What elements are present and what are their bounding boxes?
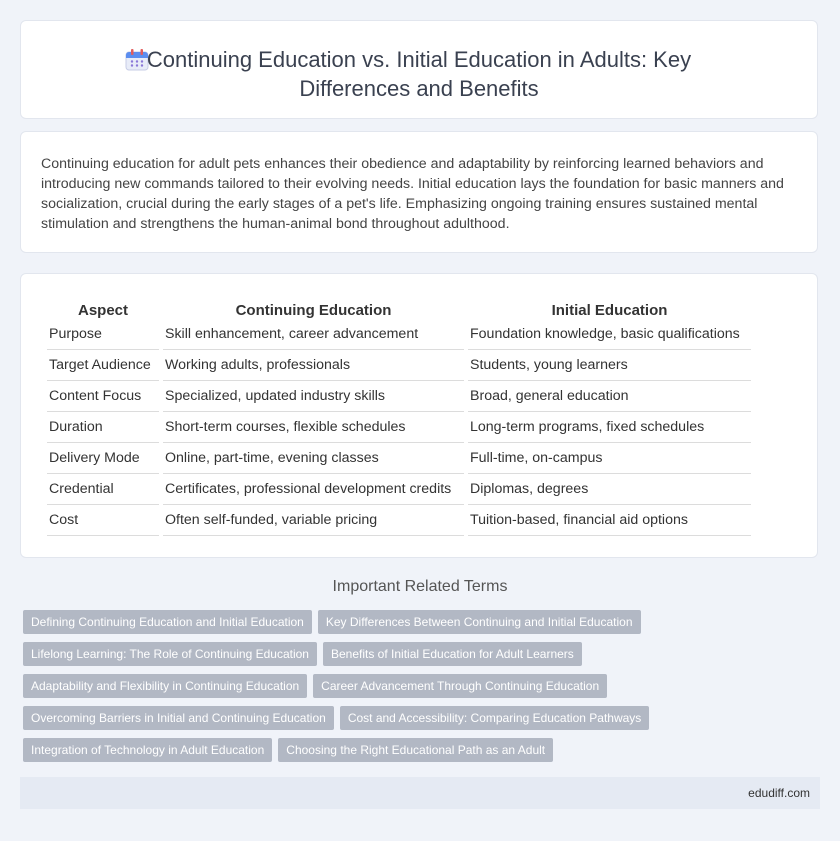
table-cell: Short-term courses, flexible schedules [163,412,464,443]
intro-paragraph: Continuing education for adult pets enhances their obedience and adaptability by reinforcing learned behaviors and introducing new commands tailored to their evolving needs. Initial education lays the foundation for basic manners and socialization, crucial during the early stages of a pet's life. Emphasizing ongoing training ensures sustained mental stimulation and strengthens the human-animal bond throughout adulthood. [41,156,784,232]
footer-site-link[interactable]: edudiff.com [748,786,810,800]
table-row [47,319,751,350]
table-cell: Tuition-based, financial aid options [468,505,751,536]
table-row [47,350,751,381]
table-cell: Skill enhancement, career advancement [163,319,464,350]
table-row [47,505,751,536]
related-terms-heading: Important Related Terms [332,578,508,595]
table-row [47,381,751,412]
related-term-tag[interactable]: Defining Continuing Education and Initial Education [23,610,312,634]
column-header-continuing: Continuing Education [235,302,392,319]
table-cell: Working adults, professionals [163,350,464,381]
table-row [47,412,751,443]
related-term-tag[interactable]: Lifelong Learning: The Role of Continuing Education [23,642,317,666]
table-cell: Online, part-time, evening classes [163,443,464,474]
page-title: Continuing Education vs. Initial Education in Adults: Key Differences and Benefits [146,47,692,101]
header-card [20,20,818,119]
table-cell: Credential [47,474,159,505]
table-cell: Purpose [47,319,159,350]
related-term-tag[interactable]: Adaptability and Flexibility in Continuing Education [23,674,307,698]
comparison-table [43,295,755,536]
table-cell: Delivery Mode [47,443,159,474]
table-cell: Content Focus [47,381,159,412]
table-cell: Certificates, professional development credits [163,474,464,505]
related-terms-list [23,610,803,770]
table-cell: Broad, general education [468,381,751,412]
footer [20,777,820,809]
table-cell: Foundation knowledge, basic qualifications [468,319,751,350]
table-cell: Specialized, updated industry skills [163,381,464,412]
related-term-tag[interactable]: Integration of Technology in Adult Education [23,738,272,762]
table-header-row [47,295,751,319]
table-cell: Cost [47,505,159,536]
table-row [47,443,751,474]
related-term-tag[interactable]: Career Advancement Through Continuing Education [313,674,607,698]
table-cell: Duration [47,412,159,443]
related-term-tag[interactable]: Choosing the Right Educational Path as an Adult [278,738,553,762]
related-term-tag[interactable]: Key Differences Between Continuing and Initial Education [318,610,641,634]
table-cell: Diplomas, degrees [468,474,751,505]
comparison-table-card [20,273,818,558]
related-term-tag[interactable]: Overcoming Barriers in Initial and Continuing Education [23,706,334,730]
related-term-tag[interactable]: Cost and Accessibility: Comparing Education Pathways [340,706,649,730]
table-cell: Students, young learners [468,350,751,381]
table-cell: Target Audience [47,350,159,381]
column-header-initial: Initial Education [551,302,668,319]
table-row [47,474,751,505]
table-cell: Full-time, on-campus [468,443,751,474]
table-cell: Often self-funded, variable pricing [163,505,464,536]
column-header-aspect: Aspect [77,302,129,319]
related-term-tag[interactable]: Benefits of Initial Education for Adult Learners [323,642,582,666]
intro-card [20,131,818,253]
table-cell: Long-term programs, fixed schedules [468,412,751,443]
